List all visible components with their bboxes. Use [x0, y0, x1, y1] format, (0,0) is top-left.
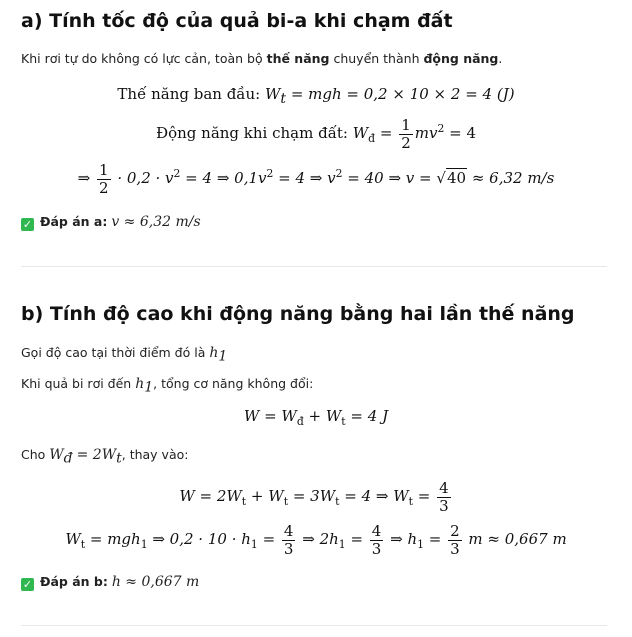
equation-height: $W_t = mgh_1$ ⇒ $0,2 \cdot 10 \cdot h_1$ = $\frac{4}{3}$ ⇒ $2h_1$ = $\frac{4}{3}$ ⇒ $h_1$ = $\frac{2}{3}$ m ≈ 0,667 m [65, 522, 567, 558]
equation-potential-energy: Thế năng ban đầu: $W_t$ = mgh = 0,2 × 10 × 2 = 4 (J) [117, 85, 515, 107]
section-a-intro: Khi rơi tự do không có lực cản, toàn bộ thế năng chuyển thành động năng. [21, 51, 503, 66]
answer-b: ✓ Đáp án b: h ≈ 0,667 m [22, 574, 200, 591]
section-b-line1: Gọi độ cao tại thời điểm đó là $h_1$ [21, 345, 228, 365]
section-b-title: b) Tính độ cao khi động năng bằng hai lần thế năng [21, 303, 575, 325]
section-divider-bottom [21, 625, 607, 626]
section-b-line3: Cho $W_đ = 2W_t$, thay vào: [21, 447, 189, 467]
check-icon: ✓ [22, 218, 33, 231]
section-a-title: a) Tính tốc độ của quả bi-a khi chạm đất [21, 10, 453, 32]
check-icon: ✓ [22, 578, 33, 591]
equation-velocity: ⇒ $\frac{1}{2}$ · $0,2 \cdot v^2 = 4$ ⇒ $0,1v^2 = 4$ ⇒ $v^2 = 40$ ⇒ v = √40 ≈ 6,32 m/s [77, 161, 555, 197]
equation-kinetic-energy: Động năng khi chạm đất: $W_đ$ = $\frac{1}{2}$ $mv^2 = 4$ [155, 116, 476, 152]
section-divider [21, 266, 607, 267]
equation-total-energy: $W = W_đ + W_t = 4$ J [243, 407, 389, 428]
section-b-line2: Khi quả bi rơi đến $h_1$, tổng cơ năng không đổi: [21, 376, 314, 396]
equation-substitution: $W = 2W_t + W_t = 3W_t = 4$ ⇒ $W_t$ = $\frac{4}{3}$ [179, 479, 449, 515]
answer-a: ✓ Đáp án a: v ≈ 6,32 m/s [22, 214, 201, 231]
